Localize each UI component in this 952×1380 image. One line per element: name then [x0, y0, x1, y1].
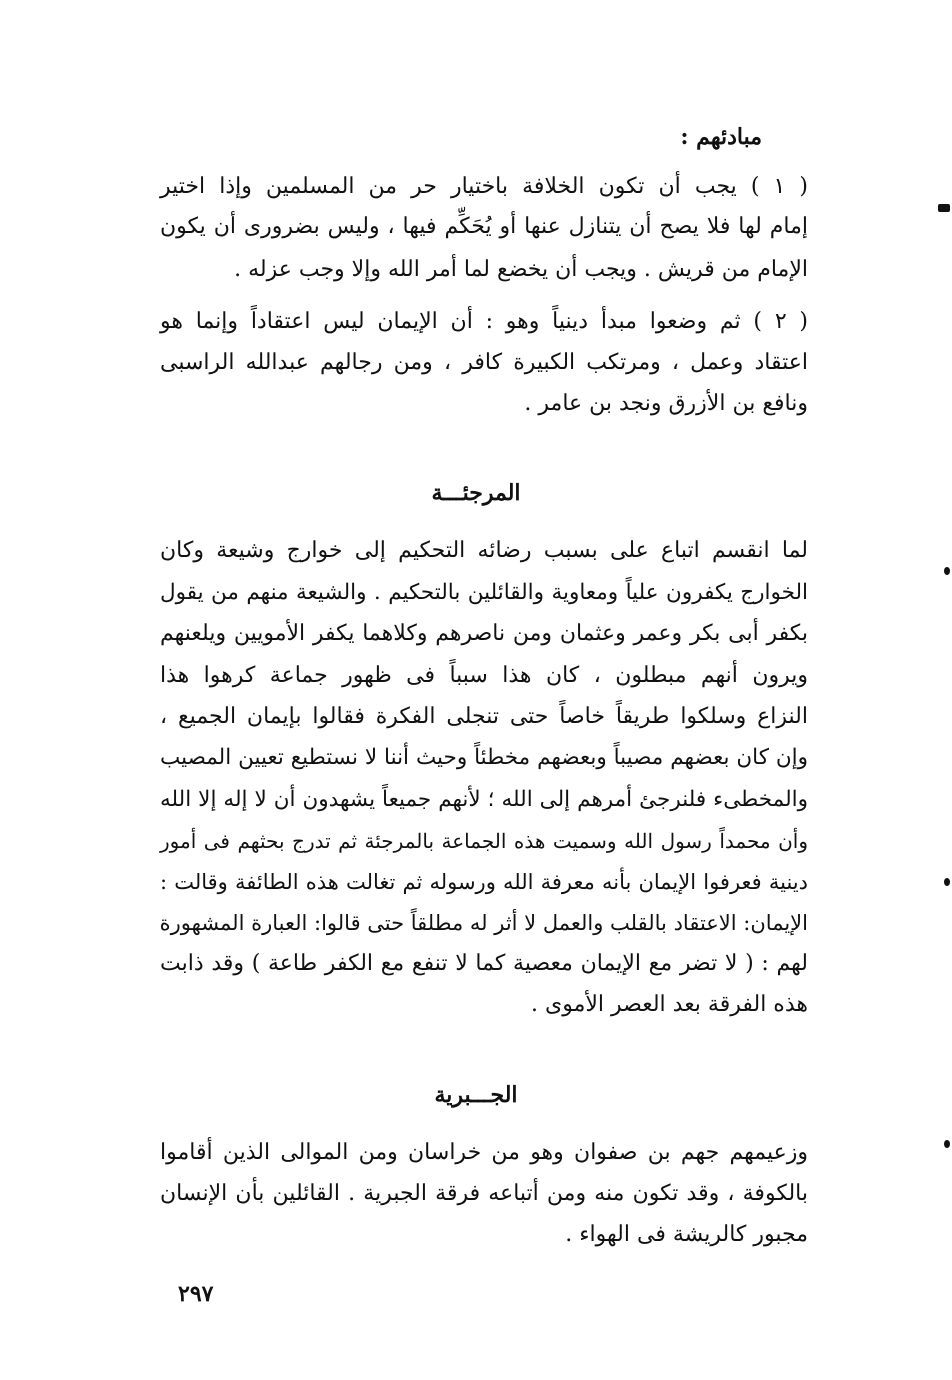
text-line: ( ٢ ) ثم وضعوا مبدأ دينياً وهو : أن الإيمان ليس اعتقاداً وإنما هو	[160, 309, 809, 334]
edge-mark	[944, 878, 950, 886]
text-line: بالكوفة ، وقد تكون منه ومن أتباعه فرقة الجبرية . القائلين بأن الإنسان	[160, 1181, 808, 1206]
text-line: ويرون أنهم مبطلون ، كان هذا سبباً فى ظهور جماعة كرهوا هذا	[160, 663, 808, 688]
edge-mark	[944, 567, 950, 575]
section-title-murjia: المرجئـــة	[431, 480, 521, 506]
text-line: لهم : ( لا تضر مع الإيمان معصية كما لا تنفع مع الكفر طاعة ) وقد ذابت	[160, 951, 808, 976]
text-line: وزعيمهم جهم بن صفوان وهو من خراسان ومن الموالى الذين أقاموا	[160, 1140, 808, 1165]
text-line: مجبور كالريشة فى الهواء .	[565, 1222, 808, 1247]
page-number: ٢٩٧	[178, 1281, 214, 1307]
text-line: دينية فعرفوا الإيمان بأنه معرفة الله ورسوله ثم تغالت هذه الطائفة وقالت :	[160, 870, 808, 894]
edge-mark	[938, 204, 950, 212]
text-line: والمخطىء فلنرجئ أمرهم إلى الله ؛ لأنهم جميعاً يشهدون أن لا إله إلا الله	[160, 787, 808, 812]
text-line: وأن محمداً رسول الله وسميت هذه الجماعة بالمرجئة ثم تدرج بحثهم فى أمور	[160, 829, 808, 853]
text-line: هذه الفرقة بعد العصر الأموى .	[531, 992, 808, 1017]
text-line: الخوارج يكفرون علياً ومعاوية والقائلين بالتحكيم . والشيعة منهم من يقول	[160, 580, 808, 605]
text-line: ونافع بن الأزرق ونجد بن عامر .	[524, 391, 808, 416]
edge-mark	[944, 1140, 950, 1148]
section-title-jabriyya: الجـــبرية	[434, 1082, 518, 1108]
text-line: بكفر أبى بكر وعمر وعثمان ومن ناصرهم وكلاهما يكفر الأمويين ويلعنهم	[160, 621, 808, 646]
text-line: الإيمان: الاعتقاد بالقلب والعمل لا أثر له مطلقاً حتى قالوا: العبارة المشهورة	[159, 911, 808, 935]
text-line: ( ١ ) يجب أن تكون الخلافة باختيار حر من المسلمين وإذا اختير	[160, 174, 809, 199]
text-line: لما انقسم اتباع على بسبب رضائه التحكيم إلى خوارج وشيعة وكان	[160, 538, 808, 563]
text-line: النزاع وسلكوا طريقاً خاصاً حتى تنجلى الفكرة فقالوا بإيمان الجميع ،	[160, 704, 808, 729]
text-line: وإن كان بعضهم مصيباً وبعضهم مخطئاً وحيث أننا لا نستطيع تعيين المصيب	[160, 745, 808, 770]
text-line: اعتقاد وعمل ، ومرتكب الكبيرة كافر ، ومن رجالهم عبدالله الراسبى	[160, 350, 808, 375]
text-line: إمام لها فلا يصح أن يتنازل عنها أو يُحَكِّم فيها ، وليس بضرورى أن يكون	[160, 214, 808, 239]
text-line: الإمام من قريش . ويجب أن يخضع لما أمر الله وإلا وجب عزله .	[234, 257, 808, 282]
principles-heading: مبادئهم :	[680, 124, 762, 150]
